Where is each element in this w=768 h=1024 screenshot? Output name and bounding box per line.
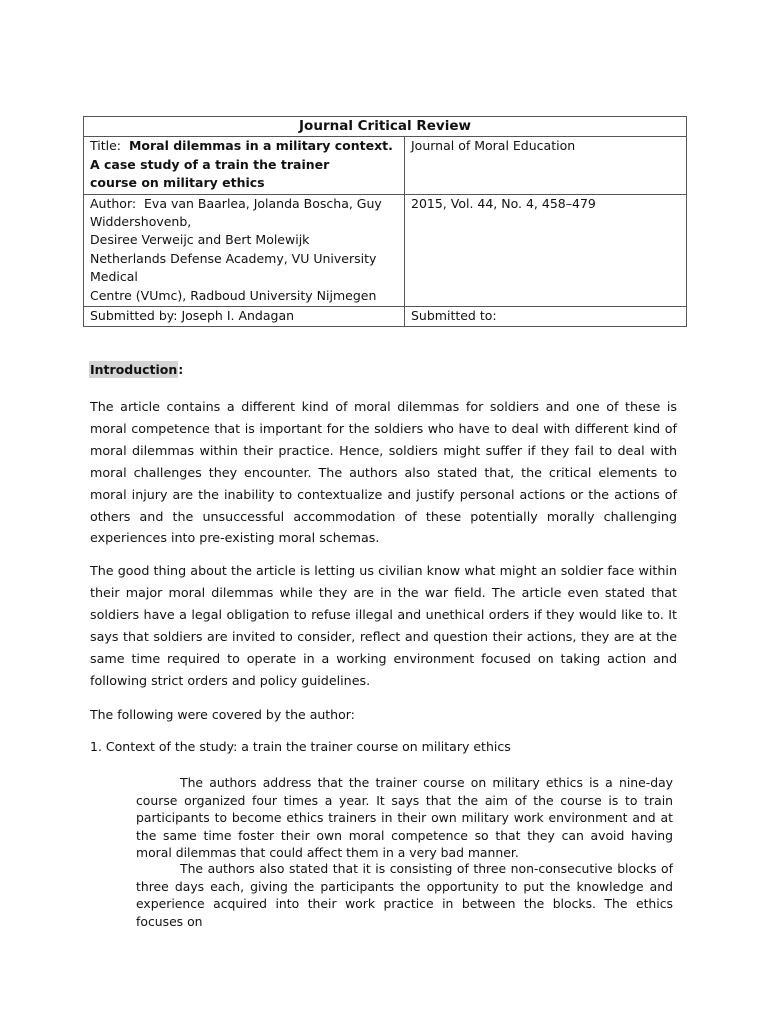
author-text-6: Centre (VUmc), Radboud University Nijmegen	[90, 287, 377, 303]
table-row-submission	[84, 307, 687, 327]
title-cell	[84, 137, 405, 194]
submitted-by-cell: Submitted by: Joseph I. Andagan	[84, 307, 405, 327]
introduction-heading	[89, 360, 183, 380]
title-text-3: course on military ethics	[90, 175, 265, 191]
author-text-2: Widdershovenb,	[90, 214, 192, 230]
intro-paragraph-2: The good thing about the article is letting us civilian know what might an soldier face within their major moral dilemmas while they are in the war field. The article even stated that soldiers have a legal obligation to refuse illegal and unethical orders if they would like to. It says that soldiers are invited to consider, reflect and question their actions, they are at the same time required to operate in a working environment focused on taking action and following strict orders and policy guidelines.	[90, 563, 677, 688]
author-cell	[84, 194, 405, 306]
section-1-heading: 1. Context of the study: a train the trainer course on military ethics	[90, 739, 511, 754]
table-row-author	[84, 194, 687, 306]
title-text-1: Moral dilemmas in a military context.	[128, 138, 393, 154]
table-heading: Journal Critical Review	[84, 117, 687, 137]
review-info-table	[83, 116, 687, 327]
section-1-paragraph-2	[136, 860, 673, 930]
section-1-paragraph-2-text: The authors also stated that it is consisting of three non-consecutive blocks of three days each, giving the participants the opportunity to put the knowledge and experience acquired into their work practice in between the blocks. The ethics focuses on	[136, 861, 673, 929]
author-text-5: Medical	[90, 269, 138, 285]
author-text-4: Netherlands Defense Academy, VU University	[90, 250, 377, 266]
author-label: Author:	[90, 195, 137, 211]
title-label: Title:	[90, 138, 121, 154]
covered-heading: The following were covered by the author:	[90, 707, 355, 722]
intro-paragraph-1: The article contains a different kind of moral dilemmas for soldiers and one of these is moral competence that is important for the soldiers who have to deal with different kind of moral dilemmas within their practice. Hence, soldiers might suffer if they fail to deal with moral challenges they encounter. The authors also stated that, the critical elements to moral injury are the inability to contextualize and justify personal actions or the actions of others and the unsuccessful accommodation of these potentially morally challenging experiences into pre-existing moral schemas.	[90, 399, 677, 546]
section-1-paragraph-1-text: The authors address that the trainer course on military ethics is a nine-day course organized four times a year. It says that the aim of the course is to train participants to become ethics trainers in their own military work environment and at the same time foster their own moral competence so that they can avoid having moral dilemmas that could affect them in a very bad manner.	[136, 775, 673, 861]
introduction-colon: :	[178, 362, 184, 377]
title-text-2: A case study of a train the trainer	[90, 156, 330, 172]
author-line-1	[90, 195, 398, 213]
section-1-paragraph-1	[136, 774, 673, 862]
submitted-to-cell: Submitted to:	[405, 307, 687, 327]
title-line-1	[90, 137, 398, 155]
citation-cell: 2015, Vol. 44, No. 4, 458–479	[405, 194, 687, 306]
journal-cell: Journal of Moral Education	[405, 137, 687, 194]
introduction-highlight: Introduction	[90, 362, 178, 377]
table-row-title	[84, 137, 687, 194]
author-text-3: Desiree Verweijc and Bert Molewijk	[90, 232, 310, 248]
author-text-1: Eva van Baarlea, Jolanda Boscha, Guy	[144, 195, 382, 211]
table-header-row	[84, 117, 687, 137]
